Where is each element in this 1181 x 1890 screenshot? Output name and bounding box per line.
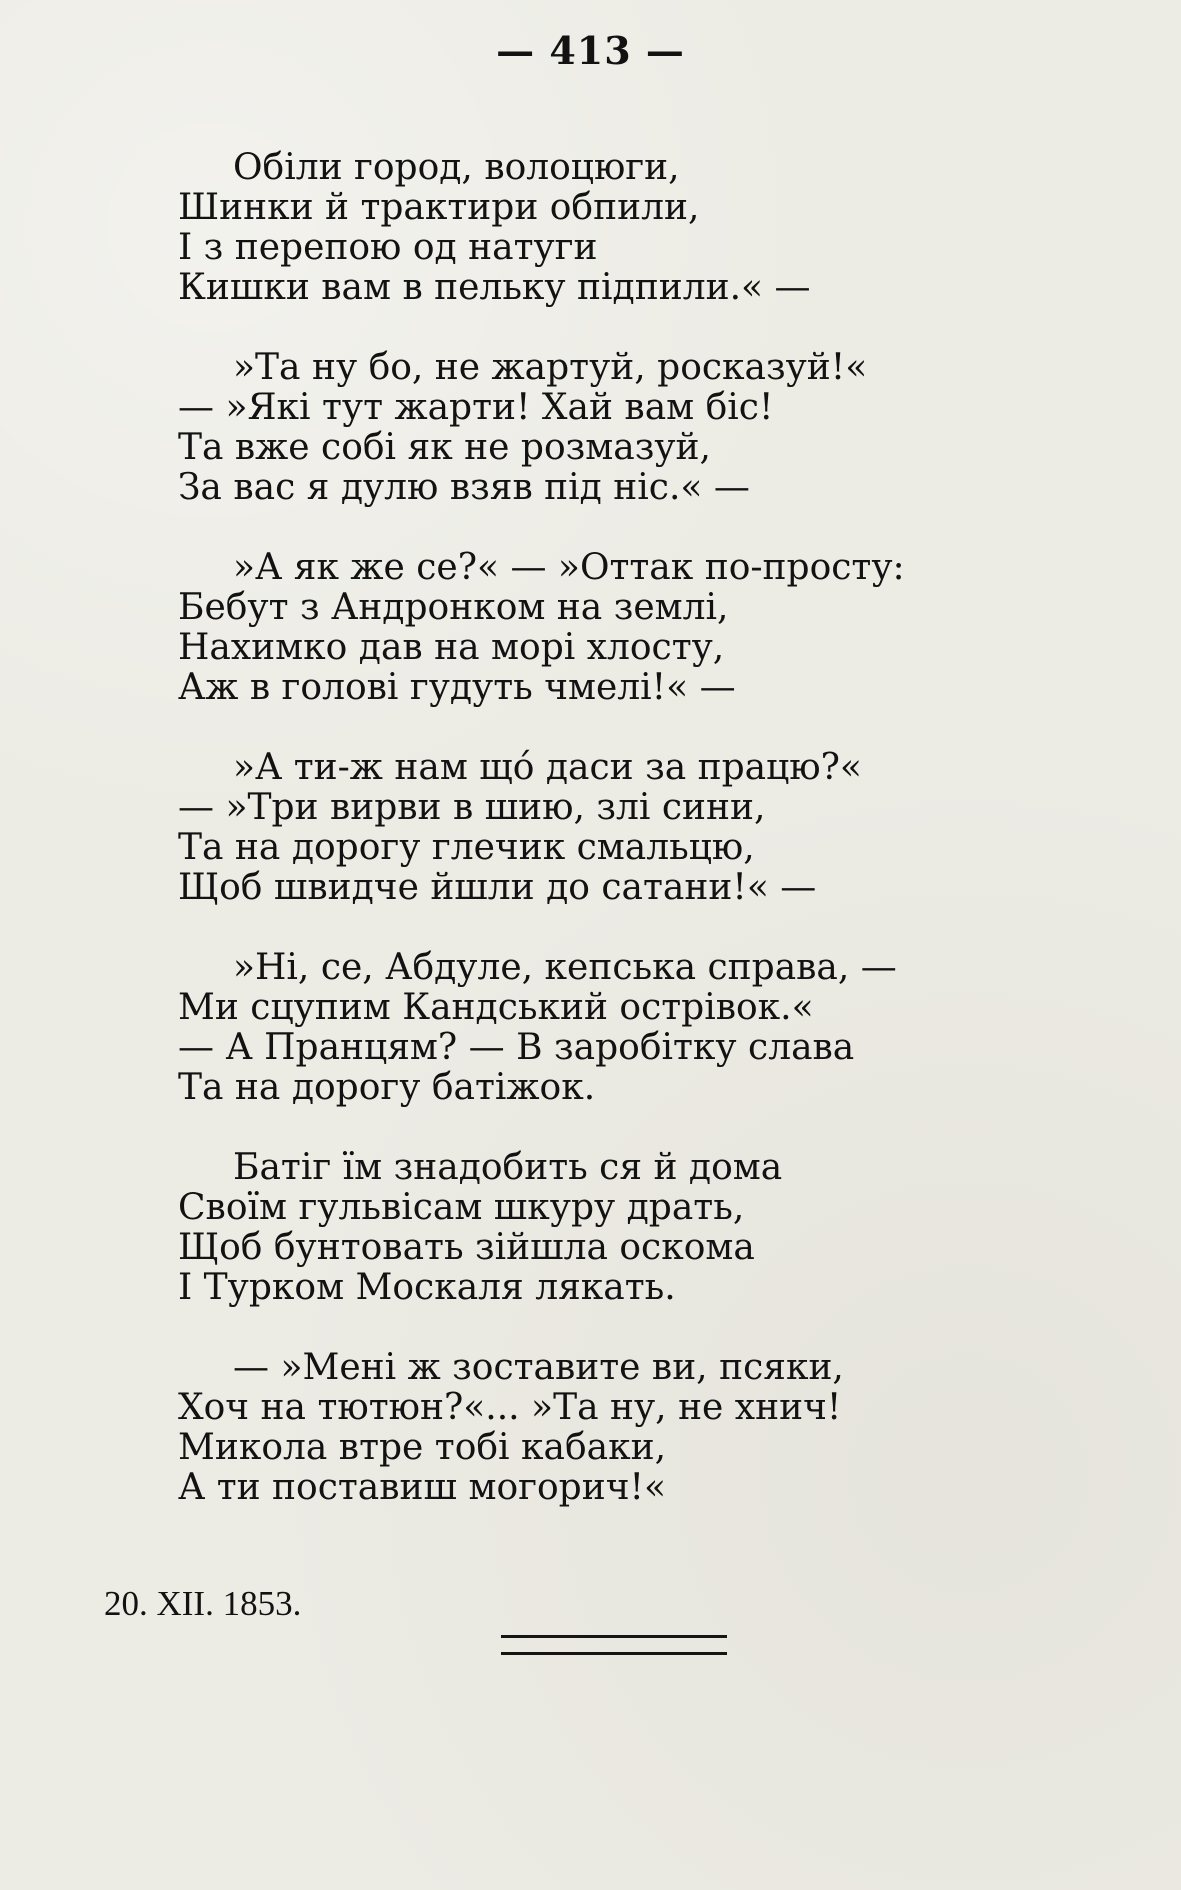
poem-line: Своїм гульвісам шкуру драть, xyxy=(178,1187,745,1228)
poem-line: Та вже собі як не розмазуй, xyxy=(178,427,711,468)
poem-line: Нахимко дав на морі хлосту, xyxy=(178,627,725,668)
poem-line: Шинки й трактири обпили, xyxy=(178,187,700,228)
poem-line: Батіг їм знадобить ся й дома xyxy=(233,1147,783,1188)
poem-line: — »Три вирви в шию, злі сини, xyxy=(178,787,766,828)
stanza-5 xyxy=(178,948,1078,1108)
poem-line: — »Які тут жарти! Хай вам біс! xyxy=(178,387,774,428)
stanza-7 xyxy=(178,1348,1078,1508)
poem xyxy=(178,148,1078,1548)
poem-line: — »Мені ж зоставите ви, псяки, xyxy=(233,1347,844,1388)
poem-line: За вас я дулю взяв під ніс.« — xyxy=(178,467,750,508)
poem-line: Ми сцупим Кандський острівок.« xyxy=(178,987,814,1028)
page-number: — 413 — xyxy=(496,28,685,73)
poem-line: Та на дорогу глечик смальцю, xyxy=(178,827,755,868)
poem-line: »А як же се?« — »Оттак по-просту: xyxy=(233,547,905,588)
poem-line: Хоч на тютюн?«... »Та ну, не хнич! xyxy=(178,1387,842,1428)
poem-line: Бебут з Андронком на землі, xyxy=(178,587,729,628)
stanza-2 xyxy=(178,348,1078,508)
poem-line: Та на дорогу батіжок. xyxy=(178,1067,596,1108)
poem-line: »Та ну бо, не жартуй, росказуй!« xyxy=(233,347,868,388)
poem-line: І з перепою од натуги xyxy=(178,227,598,268)
section-divider-top xyxy=(501,1635,727,1638)
poem-line: »А ти-ж нам щó даси за працю?« xyxy=(233,747,862,788)
poem-line: Микола втре тобі кабаки, xyxy=(178,1427,667,1468)
stanza-3 xyxy=(178,548,1078,708)
poem-line: — А Пранцям? — В заробітку слава xyxy=(178,1027,855,1068)
poem-line: Обіли город, волоцюги, xyxy=(233,147,680,188)
section-divider-bottom xyxy=(501,1652,727,1655)
poem-date: 20. XII. 1853. xyxy=(104,1584,302,1623)
poem-line: »Ні, се, Абдуле, кепська справа, — xyxy=(233,947,897,988)
stanza-1 xyxy=(178,148,1078,308)
stanza-6 xyxy=(178,1148,1078,1308)
poem-line: Аж в голові гудуть чмелі!« — xyxy=(178,667,736,708)
poem-line: Щоб швидче йшли до сатани!« — xyxy=(178,867,817,908)
stanza-4 xyxy=(178,748,1078,908)
poem-line: Щоб бунтовать зійшла оскома xyxy=(178,1227,755,1268)
poem-line: І Турком Москаля лякать. xyxy=(178,1267,676,1308)
poem-line: Кишки вам в пельку підпили.« — xyxy=(178,267,811,308)
poem-line: А ти поставиш могорич!« xyxy=(178,1467,666,1508)
